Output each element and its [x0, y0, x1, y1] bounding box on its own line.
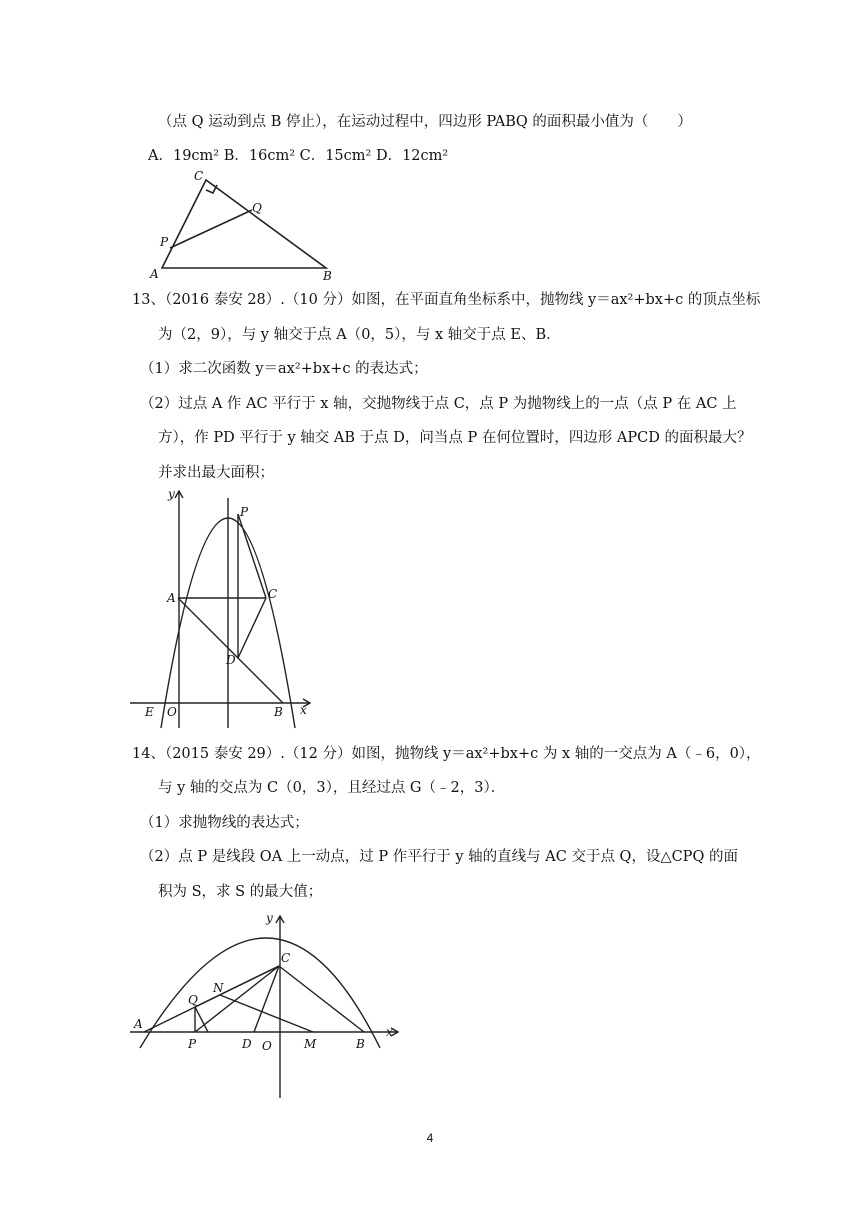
q13-label-a: A — [167, 591, 176, 605]
q12-label-c: C — [194, 169, 204, 183]
q14-label-m: M — [304, 1037, 317, 1051]
q14-part2-line2: 积为 S，求 S 的最大值； — [158, 884, 323, 900]
q13-label-o: O — [167, 705, 177, 719]
q14-label-o: O — [262, 1039, 272, 1053]
q14-label-a: A — [134, 1017, 143, 1031]
q14-text-line1: 14、（2015 泰安 29）.（12 分）如图，抛物线 y＝ax²+bx+c 为 x 轴的一交点为 A（﹣6，0）， — [132, 746, 761, 762]
page-number: 4 — [426, 1131, 434, 1145]
q14-part2-line1: （2）点 P 是线段 OA 上一动点，过 P 作平行于 y 轴的直线与 AC 交于点 Q，设△CPQ 的面 — [140, 849, 738, 865]
q14-label-d: D — [242, 1037, 252, 1051]
q12-label-b: B — [323, 269, 332, 283]
q12-triangle-figure — [140, 168, 340, 283]
q13-text-line1: 13、（2016 泰安 28）.（10 分）如图，在平面直角坐标系中，抛物线 y＝ax²+bx+c 的顶点坐标 — [132, 292, 761, 308]
q12-options: A．19cm² B．16cm² C．15cm² D．12cm² — [148, 148, 449, 164]
q13-label-b: B — [274, 705, 283, 719]
q14-text-line2: 与 y 轴的交点为 C（0，3），且经过点 G（﹣2，3）． — [158, 780, 506, 796]
q13-text-line2: 为（2，9），与 y 轴交于点 A（0，5），与 x 轴交于点 E、B． — [158, 327, 561, 343]
q12-label-p: P — [160, 235, 169, 249]
q12-label-a: A — [150, 267, 159, 281]
q14-label-c: C — [281, 951, 291, 965]
q13-label-d: D — [226, 653, 236, 667]
q14-label-p: P — [188, 1037, 197, 1051]
q14-label-b: B — [356, 1037, 365, 1051]
q13-label-e: E — [145, 705, 154, 719]
q14-label-n: N — [213, 981, 224, 995]
q12-text-line1: （点 Q 运动到点 B 停止），在运动过程中，四边形 PABQ 的面积最小值为（ ） — [158, 114, 692, 130]
q13-part2-line3: 并求出最大面积； — [158, 465, 274, 481]
q14-part1: （1）求抛物线的表达式； — [140, 815, 309, 831]
q13-label-p: P — [240, 505, 249, 519]
q14-label-y: y — [266, 911, 273, 925]
q14-parabola-figure — [128, 908, 408, 1103]
q13-parabola-figure — [125, 488, 325, 733]
q13-label-y: y — [168, 487, 175, 501]
q13-label-c: C — [268, 587, 278, 601]
q13-part2-line1: （2）过点 A 作 AC 平行于 x 轴，交抛物线于点 C，点 P 为抛物线上的一点（点 P 在 AC 上 — [140, 396, 737, 412]
q13-part1: （1）求二次函数 y＝ax²+bx+c 的表达式； — [140, 361, 428, 377]
q13-label-x: x — [300, 703, 307, 717]
q14-label-q: Q — [188, 993, 198, 1007]
q14-label-x: x — [386, 1025, 393, 1039]
q13-part2-line2: 方），作 PD 平行于 y 轴交 AB 于点 D，问当点 P 在何位置时，四边形 APCD 的面积最大？ — [158, 430, 752, 446]
q12-label-q: Q — [252, 201, 262, 215]
